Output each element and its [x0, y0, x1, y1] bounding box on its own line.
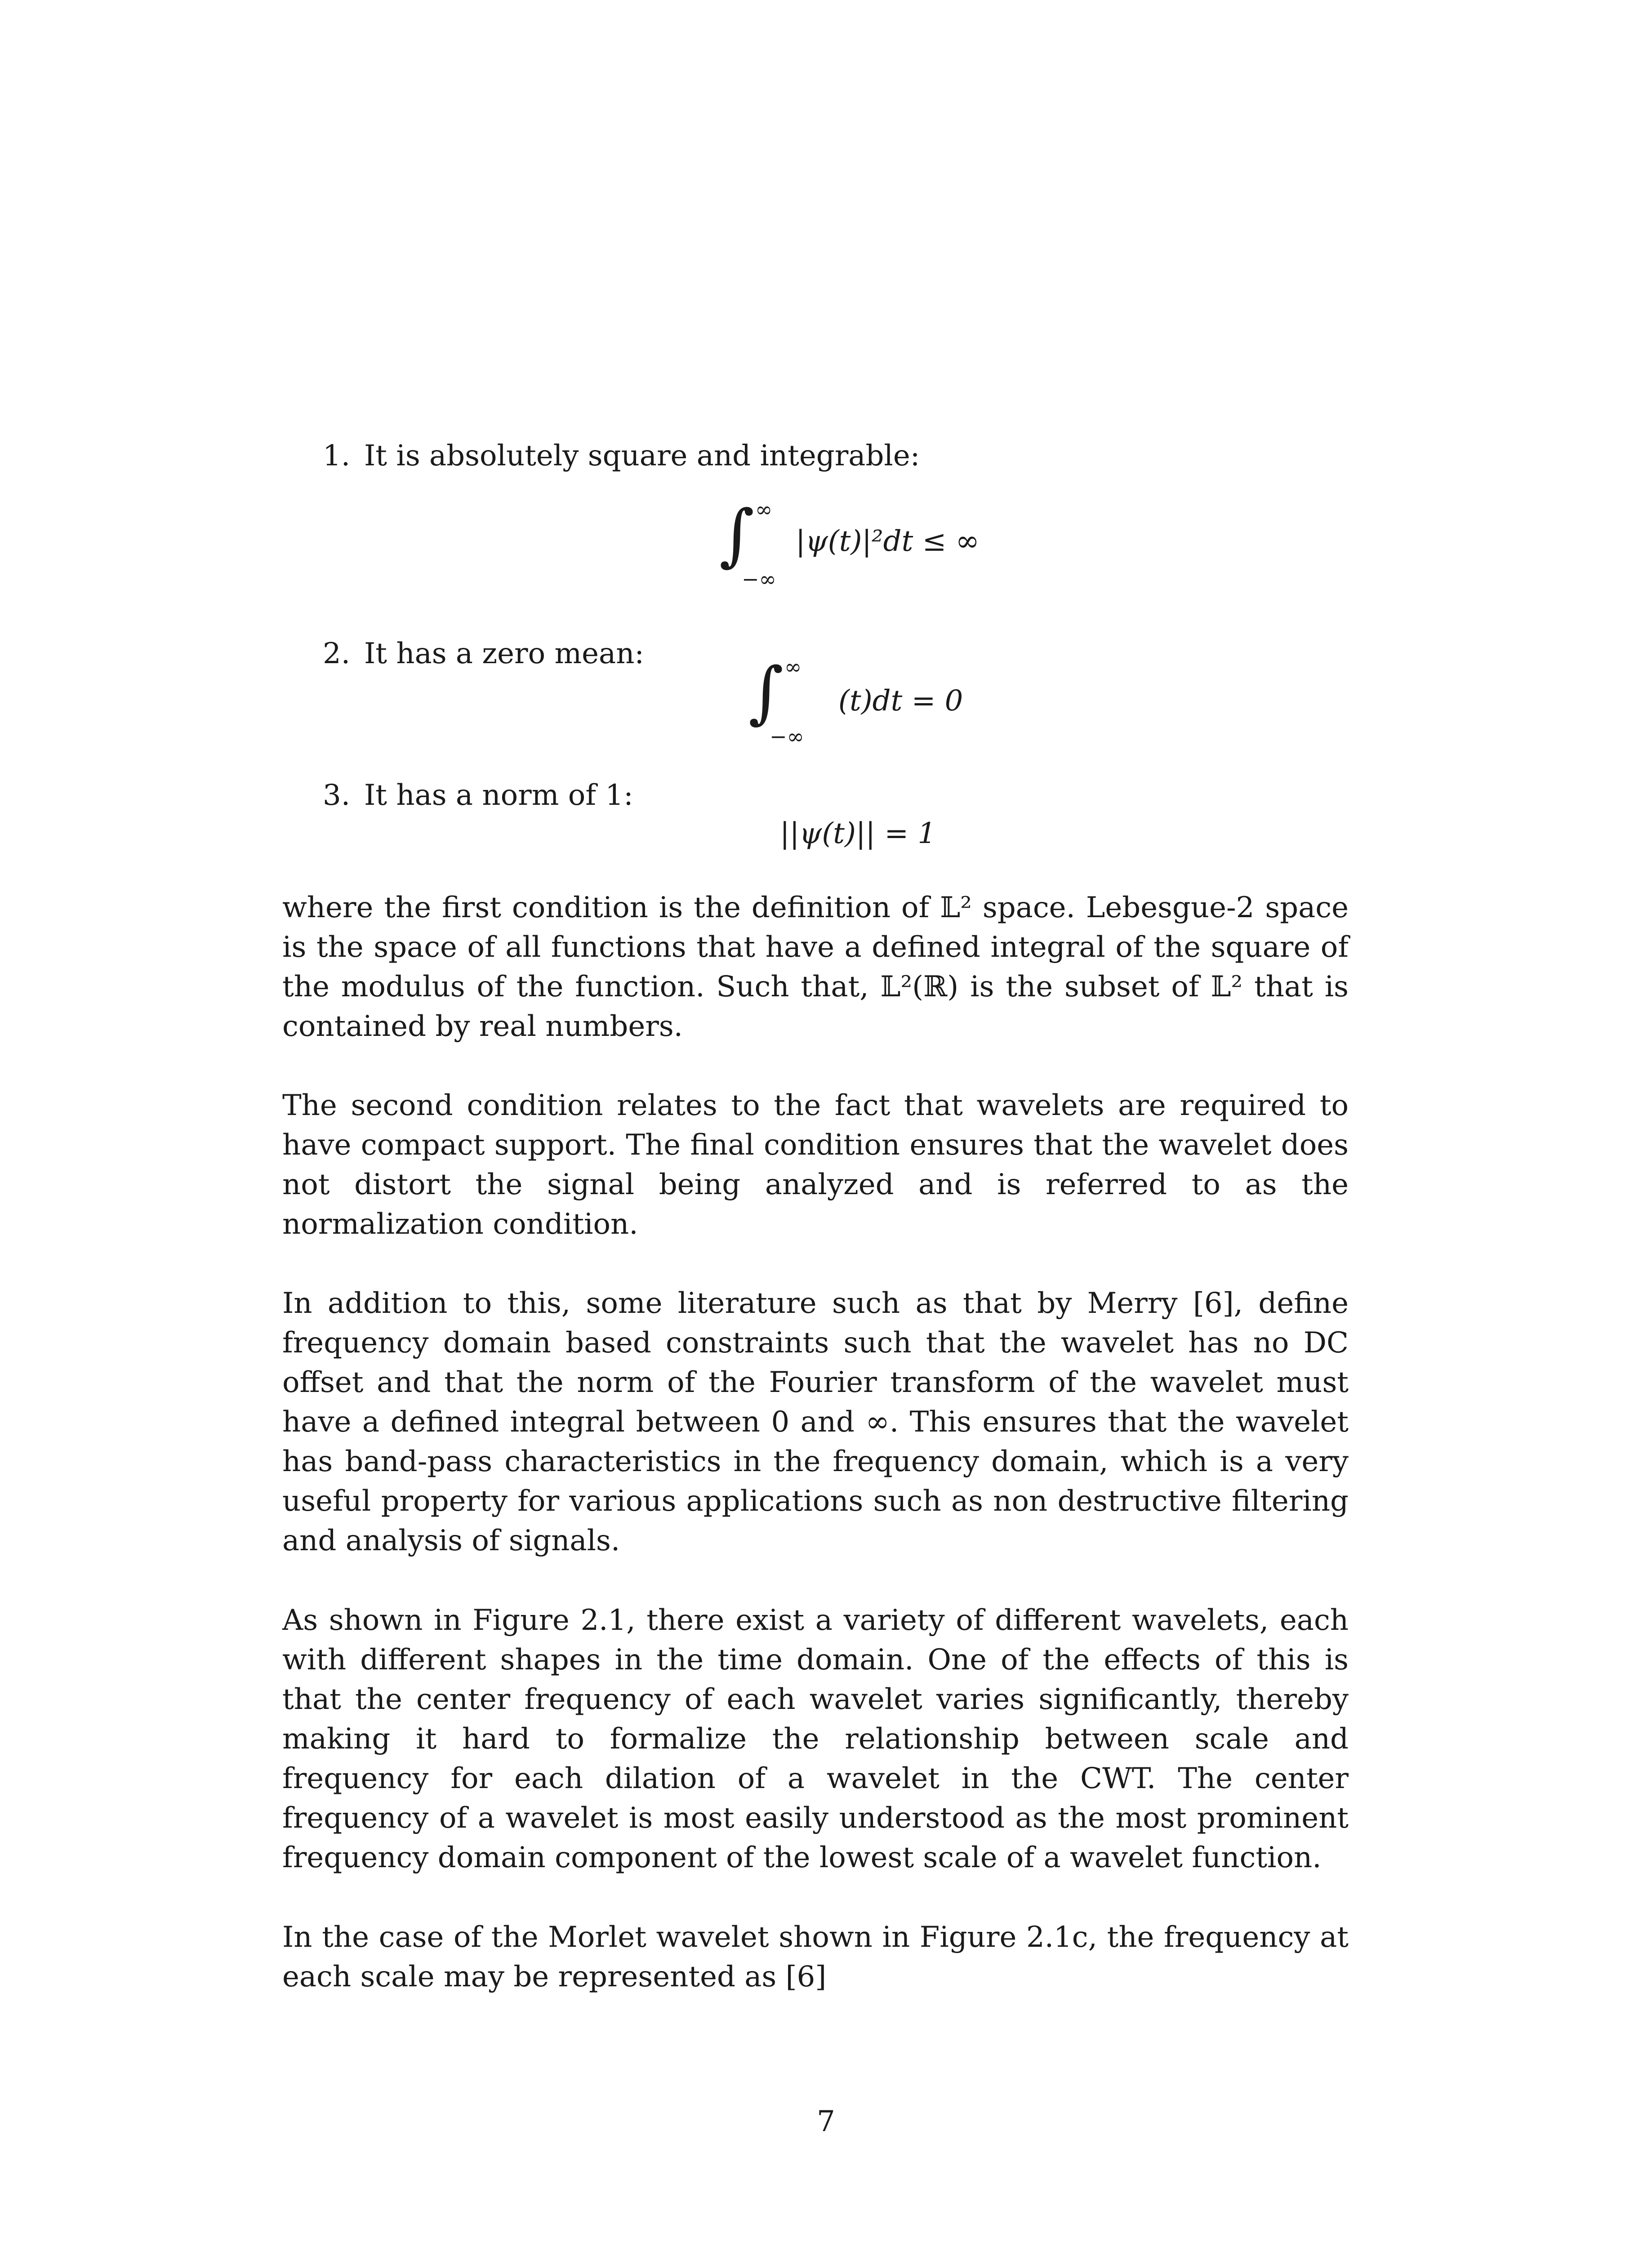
integral-upper-limit: ∞ — [755, 497, 773, 522]
list-item-1 — [323, 436, 920, 476]
page-number: 7 — [817, 2105, 835, 2138]
integral-sign: ∫ — [748, 653, 784, 731]
list-item-3 — [323, 776, 633, 815]
list-item-number: 2. — [323, 637, 351, 670]
paragraph-frequency-constraints: In addition to this, some literature such as that by Merry [6], define frequency domain based constraints such that the wavelet has no DC offset and that the norm of the Fourier transform of the wavelet must have a defined integral between 0 and ∞. This ensures that the wavelet has band-pass characteristics in the frequency domain, which is a very useful property for various applications such as non destructive filtering and analysis of signals. — [282, 1287, 1349, 1557]
integral-lower-limit: −∞ — [770, 724, 804, 749]
equation-body: (t)dt = 0 — [838, 684, 963, 718]
integral-sign: ∫ — [719, 496, 755, 574]
paragraph-l2-definition: where the first condition is the definition of 𝕃² space. Lebesgue-2 space is the space of all functions that have a defined integral of the square of the modulus of the function. Such that, 𝕃²(ℝ) is the subset of 𝕃² that is contained by real numbers. — [282, 891, 1349, 1043]
list-item-text: It is absolutely square and integrable: — [364, 439, 920, 473]
integral-lower-limit: −∞ — [742, 567, 776, 591]
paragraph-compact-support: The second condition relates to the fact that wavelets are required to have compact support. The final condition ensures that the wavelet does not distort the signal being analyzed and is referred to as the normalization condition. — [282, 1089, 1349, 1241]
equation-body: ||ψ(t)|| = 1 — [780, 817, 936, 850]
list-item-number: 3. — [323, 779, 351, 812]
list-item-text: It has a zero mean: — [364, 637, 644, 670]
equation-body: |ψ(t)|²dt ≤ ∞ — [796, 525, 980, 558]
list-item-number: 1. — [323, 439, 351, 473]
integral-upper-limit: ∞ — [784, 655, 802, 679]
paragraph-morlet: In the case of the Morlet wavelet shown in Figure 2.1c, the frequency at each scale may be represented as [6] — [282, 1921, 1349, 1994]
list-item-text: It has a norm of 1: — [364, 779, 633, 812]
list-item-2 — [323, 634, 644, 674]
paragraph-center-frequency: As shown in Figure 2.1, there exist a variety of different wavelets, each with different shapes in the time domain. One of the effects of this is that the center frequency of each wavelet varies significantly, thereby making it hard to formalize the relationship between scale and frequency for each dilation of a wavelet in the CWT. The center frequency of a wavelet is most easily understood as the most prominent frequency domain component of the lowest scale of a wavelet function. — [282, 1604, 1349, 1874]
